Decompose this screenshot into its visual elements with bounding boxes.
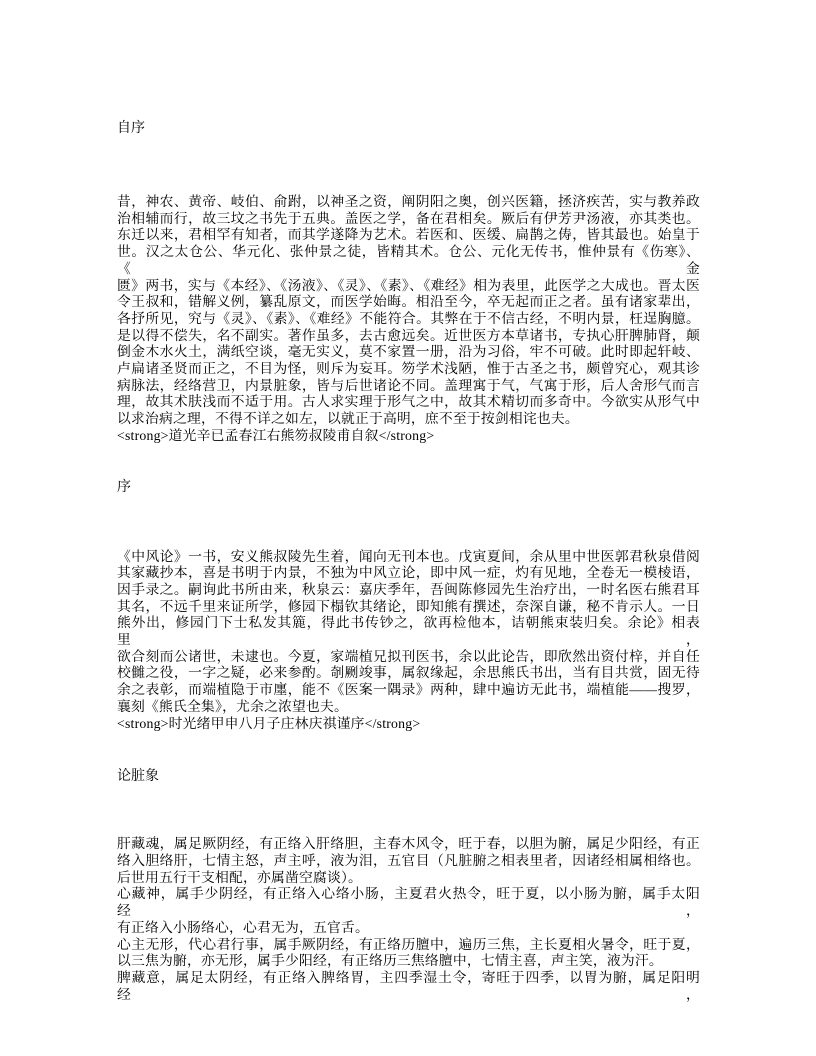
text-line: 襄刻《熊氏全集》，尤余之浓望也夫。: [117, 698, 349, 714]
text-line: 络入胆络肝，七情主怒，声主呼，液为泪，五官目（凡脏腑之相表里者，因诸经相属相络也。: [117, 852, 700, 868]
text-line: 是以得不偿失，名不副实。著作虽多，去古愈远矣。近世医方本草诸书，专执心肝脾肺肾，颠: [117, 327, 700, 343]
text-line: 肝藏魂，属足厥阴经，有正络入肝络胆，主春木风令，旺于春，以胆为腑，属足少阳经，有正: [117, 836, 700, 852]
text-line: 心主无形，代心君行事，属手厥阴经，有正络历膻中，遍历三焦，主长夏相火暑令，旺于夏，: [117, 936, 700, 952]
text-line: 卢扁诸圣贤而正之，不目为怪，则斥为妄耳。笏学术浅陋，惟于古圣之书，颇曾究心，观其诊: [117, 361, 700, 377]
signature-line: <strong>时光绪甲申八月子庄林庆祺谨序</strong>: [117, 715, 421, 731]
zangxiang-paragraph: [117, 836, 700, 1003]
text-line: 因手录之。嗣询此书所由来，秋泉云：嘉庆季年，吾闽陈修园先生治疗出，一时名医右熊君耳: [117, 581, 700, 597]
text-line: 世。汉之太仓公、华元化、张仲景之徒，皆精其术。仓公、元化无传书，惟仲景有《伤寒》、《金: [117, 244, 700, 276]
text-line: 以求治病之理，不得不详之如左，以就正于高明，庶不至于按剑相诧也夫。: [117, 411, 579, 427]
section-heading-preface: 序: [117, 479, 131, 495]
text-line: 脾藏意，属足太阴经，有正络入脾络胃，主四季湿土令，寄旺于四季，以胃为腑，属足阳明经，: [117, 969, 700, 1002]
self-preface-paragraph: [117, 194, 700, 445]
preface-paragraph: [117, 549, 700, 733]
text-line: 校雠之役，一字之疑，必来参酌。剞劂竣事，属叙缘起，余思熊氏书出，当有目共赏，固无待: [117, 665, 700, 681]
text-line: 治相辅而行，故三坟之书先于五典。盖医之学，备在君相矣。厥后有伊芳尹汤液，亦其类也。: [117, 210, 700, 226]
text-line: 匮》两书，实与《本经》、《汤液》、《灵》、《素》、《难经》相为表里，此医学之大成也。晋太医: [117, 277, 700, 293]
text-line: 各抒所见，究与《灵》、《素》、《难经》不能符合。其弊在于不信古经，不明内景，枉逞胸臆。: [117, 310, 700, 326]
text-line: 《中风论》一书，安义熊叔陵先生着，闻向无刊本也。戊寅夏间，余从里中世医郭君秋泉借阅: [117, 548, 700, 564]
text-line: 昔，神农、黄帝、岐伯、俞跗，以神圣之资，阐阴阳之奥，创兴医籍，拯济疾苦，实与教养政: [117, 194, 700, 209]
text-line: 倒金木水火土，满纸空谈，毫无实义，莫不家置一册，沿为习俗，牢不可破。此时即起轩岐、: [117, 344, 700, 360]
text-line: 以三焦为腑，亦无形，属手少阳经，有正络历三焦络膻中，七情主喜，声主笑，液为汗。: [117, 953, 663, 969]
text-line: 熊外出，修园门下士私发其簏，得此书传钞之，欲再检他本，诘朝熊束装归矣。余论》相表里，: [117, 615, 700, 648]
signature-line: <strong>道光辛已孟春江右熊笏叔陵甫自叙</strong>: [117, 427, 435, 443]
text-line: 其名，不远千里来证所学，修园下榻钦其绪论，即知熊有撰述，奈深自谦，秘不肯示人。一日: [117, 598, 700, 614]
text-line: 令王叔和，错解义例，纂乱原文，而医学始晦。相沿至今，卒无起而正之者。虽有诸家辈出，: [117, 294, 700, 310]
text-line: 心藏神，属手少阴经，有正络入心络小肠，主夏君火热令，旺于夏，以小肠为腑，属手太阳经，: [117, 886, 700, 919]
text-line: 余之表彰，而端植隐于市廛，能不《医案一隅录》两种，肆中遍访无此书，端植能——搜罗，: [117, 682, 700, 698]
text-line: 后世用五行干支相配，亦属凿空腐谈）。: [117, 869, 363, 885]
text-line: 东迁以来，君相罕有知者，而其学遂降为艺术。若医和、医缓、扁鹊之俦，皆其最也。始皇于: [117, 227, 700, 243]
section-heading-self-preface: 自序: [117, 121, 145, 136]
text-line: 其家藏抄本，喜是书明于内景，不独为中风立论，即中风一症，灼有见地，全卷无一模棱语，: [117, 565, 700, 581]
text-line: 理，故其术肤浅而不适于用。古人求实理于形气之中，故其术精切而多奇中。今欲实从形气中: [117, 394, 700, 410]
text-line: 欲合刻而公诸世，未逮也。今夏，家端植兄拟刊医书，余以此论告，即欣然出资付梓，并自任: [117, 648, 700, 664]
text-line: 有正络入小肠络心，心君无为，五官舌。: [117, 919, 369, 935]
text-line: 病脉法，经络营卫，内景脏象，皆与后世诸论不同。盖理寓于气，气寓于形，后人舍形气而言: [117, 377, 700, 393]
section-heading-zangxiang: 论脏象: [117, 769, 159, 785]
